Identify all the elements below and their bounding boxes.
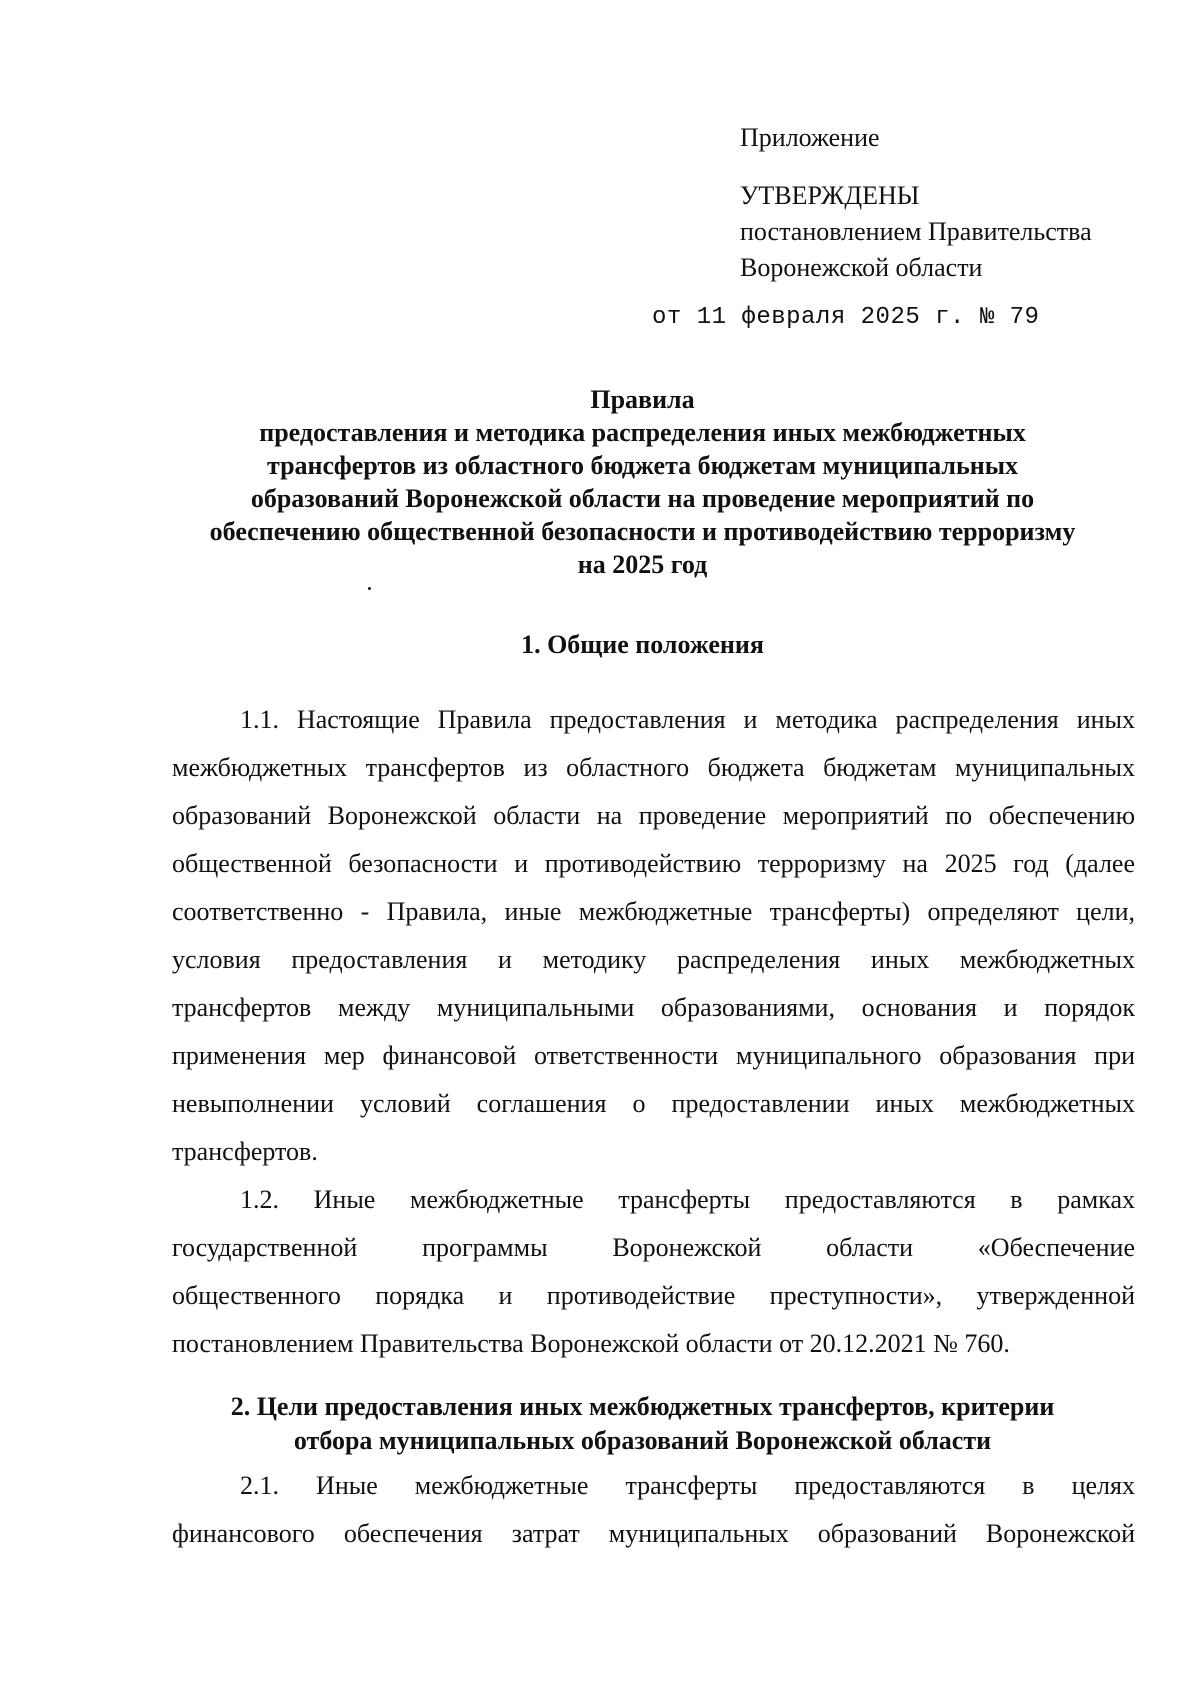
resolution-date-number: от 11 февраля 2025 г. № 79 bbox=[652, 304, 1040, 331]
paragraph-line: применения мер финансовой ответственности муниципального образования при bbox=[172, 1041, 1135, 1070]
title-line: образований Воронежской области на проведение мероприятий по bbox=[250, 484, 1035, 513]
paragraph-line: общественного порядка и противодействие преступности», утвержденной bbox=[172, 1281, 1135, 1310]
paragraph-line: условия предоставления и методику распределения иных межбюджетных bbox=[172, 945, 1135, 974]
paragraph-line: трансфертов. bbox=[172, 1137, 318, 1166]
title-line: предоставления и методика распределения иных межбюджетных bbox=[259, 418, 1026, 447]
paragraph-2-1 bbox=[172, 1462, 1135, 1558]
scan-dot-mark bbox=[368, 587, 371, 590]
paragraph-line: соответственно - Правила, иные межбюджетные трансферты) определяют цели, bbox=[172, 897, 1135, 926]
paragraph-line: 1.1. Настоящие Правила предоставления и методика распределения иных bbox=[240, 705, 1135, 734]
paragraph-line: невыполнении условий соглашения о предоставлении иных межбюджетных bbox=[172, 1089, 1135, 1118]
paragraph-line: межбюджетных трансфертов из областного бюджета бюджетам муниципальных bbox=[172, 753, 1135, 782]
title-line: трансфертов из областного бюджета бюджетам муниципальных bbox=[266, 451, 1019, 480]
title-line: Правила bbox=[590, 385, 695, 414]
section-1-heading bbox=[150, 628, 1135, 662]
paragraph-line: трансфертов между муниципальными образованиями, основания и порядок bbox=[172, 993, 1135, 1022]
paragraph-line: финансового обеспечения затрат муниципальных образований Воронежской bbox=[172, 1519, 1135, 1548]
approved-label: УТВЕРЖДЕНЫ bbox=[740, 181, 920, 210]
paragraph-line: образований Воронежской области на проведение мероприятий по обеспечению bbox=[172, 801, 1135, 830]
paragraph-line: государственной программы Воронежской области «Обеспечение bbox=[172, 1233, 1135, 1262]
title-line: обеспечению общественной безопасности и противодействию терроризму bbox=[209, 517, 1076, 546]
paragraph-line: постановлением Правительства Воронежской области от 20.12.2021 № 760. bbox=[172, 1329, 1010, 1358]
section-2-heading-line: отбора муниципальных образований Воронежской области bbox=[293, 1426, 992, 1455]
paragraph-line: 2.1. Иные межбюджетные трансферты предоставляются в целях bbox=[240, 1471, 1135, 1500]
section-1-heading-text: 1. Общие положения bbox=[521, 630, 764, 659]
paragraph-line: общественной безопасности и противодействию терроризму на 2025 год (далее bbox=[172, 849, 1135, 878]
paragraph-1-2 bbox=[172, 1176, 1135, 1368]
appendix-label: Приложение bbox=[740, 123, 880, 152]
approved-by-line-2: Воронежской области bbox=[740, 253, 983, 282]
document-title bbox=[150, 383, 1135, 581]
title-line: на 2025 год bbox=[577, 550, 708, 579]
section-2-heading-line: 2. Цели предоставления иных межбюджетных трансфертов, критерии bbox=[230, 1392, 1055, 1421]
paragraph-1-1 bbox=[172, 696, 1135, 1176]
paragraph-line: 1.2. Иные межбюджетные трансферты предоставляются в рамках bbox=[240, 1185, 1135, 1214]
approval-stamp-block bbox=[652, 120, 1092, 336]
approved-by-line-1: постановлением Правительства bbox=[740, 217, 1092, 246]
section-2-heading bbox=[150, 1390, 1135, 1458]
